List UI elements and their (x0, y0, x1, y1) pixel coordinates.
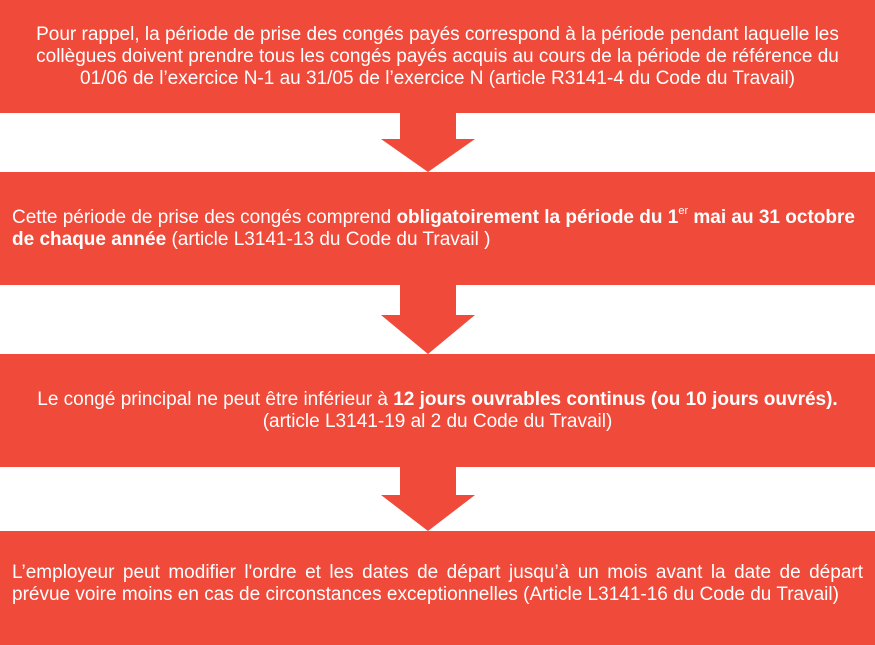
text-segment: (article L3141-13 du Code du Travail ) (166, 228, 491, 250)
bold-segment: 12 jours ouvrables continus (ou 10 jours ouvrés). (393, 388, 838, 410)
flow-box-text (12, 207, 865, 251)
bold-segment: obligatoirement la période du 1 (396, 206, 679, 228)
flow-box-text (30, 389, 845, 433)
text-segment: Le congé principal ne peut être inférieur à (37, 388, 394, 410)
text-segment: (article L3141-19 al 2 du Code du Travail) (262, 410, 613, 432)
flow-box-main-leave (0, 354, 875, 467)
superscript: er (678, 205, 689, 218)
down-arrow-icon (381, 285, 475, 354)
flow-box-text: Pour rappel, la période de prise des congés payés correspond à la période pendant laquelle les collègues doivent prendre tous les congés payés acquis au cours de la période de référence du 01/06 de l’exercice N-1 au 31/05 de l’exercice N (article R3141-4 du Code du Travail) (36, 23, 839, 89)
text-segment: Cette période de prise des congés comprend (12, 206, 397, 228)
flow-box-employer (0, 531, 875, 645)
flow-box-text: L’employeur peut modifier l'ordre et les dates de départ jusqu’à un mois avant la date de départ prévue voire moins en cas de circonstances exceptionnelles (Article L3141-16 du Code du Travail) (12, 562, 863, 605)
bold-segment: mai au 31 octobre de chaque année (12, 206, 855, 250)
flow-box-period (0, 172, 875, 285)
flow-box-reminder (0, 0, 875, 113)
down-arrow-icon (381, 113, 475, 172)
down-arrow-icon (381, 467, 475, 531)
